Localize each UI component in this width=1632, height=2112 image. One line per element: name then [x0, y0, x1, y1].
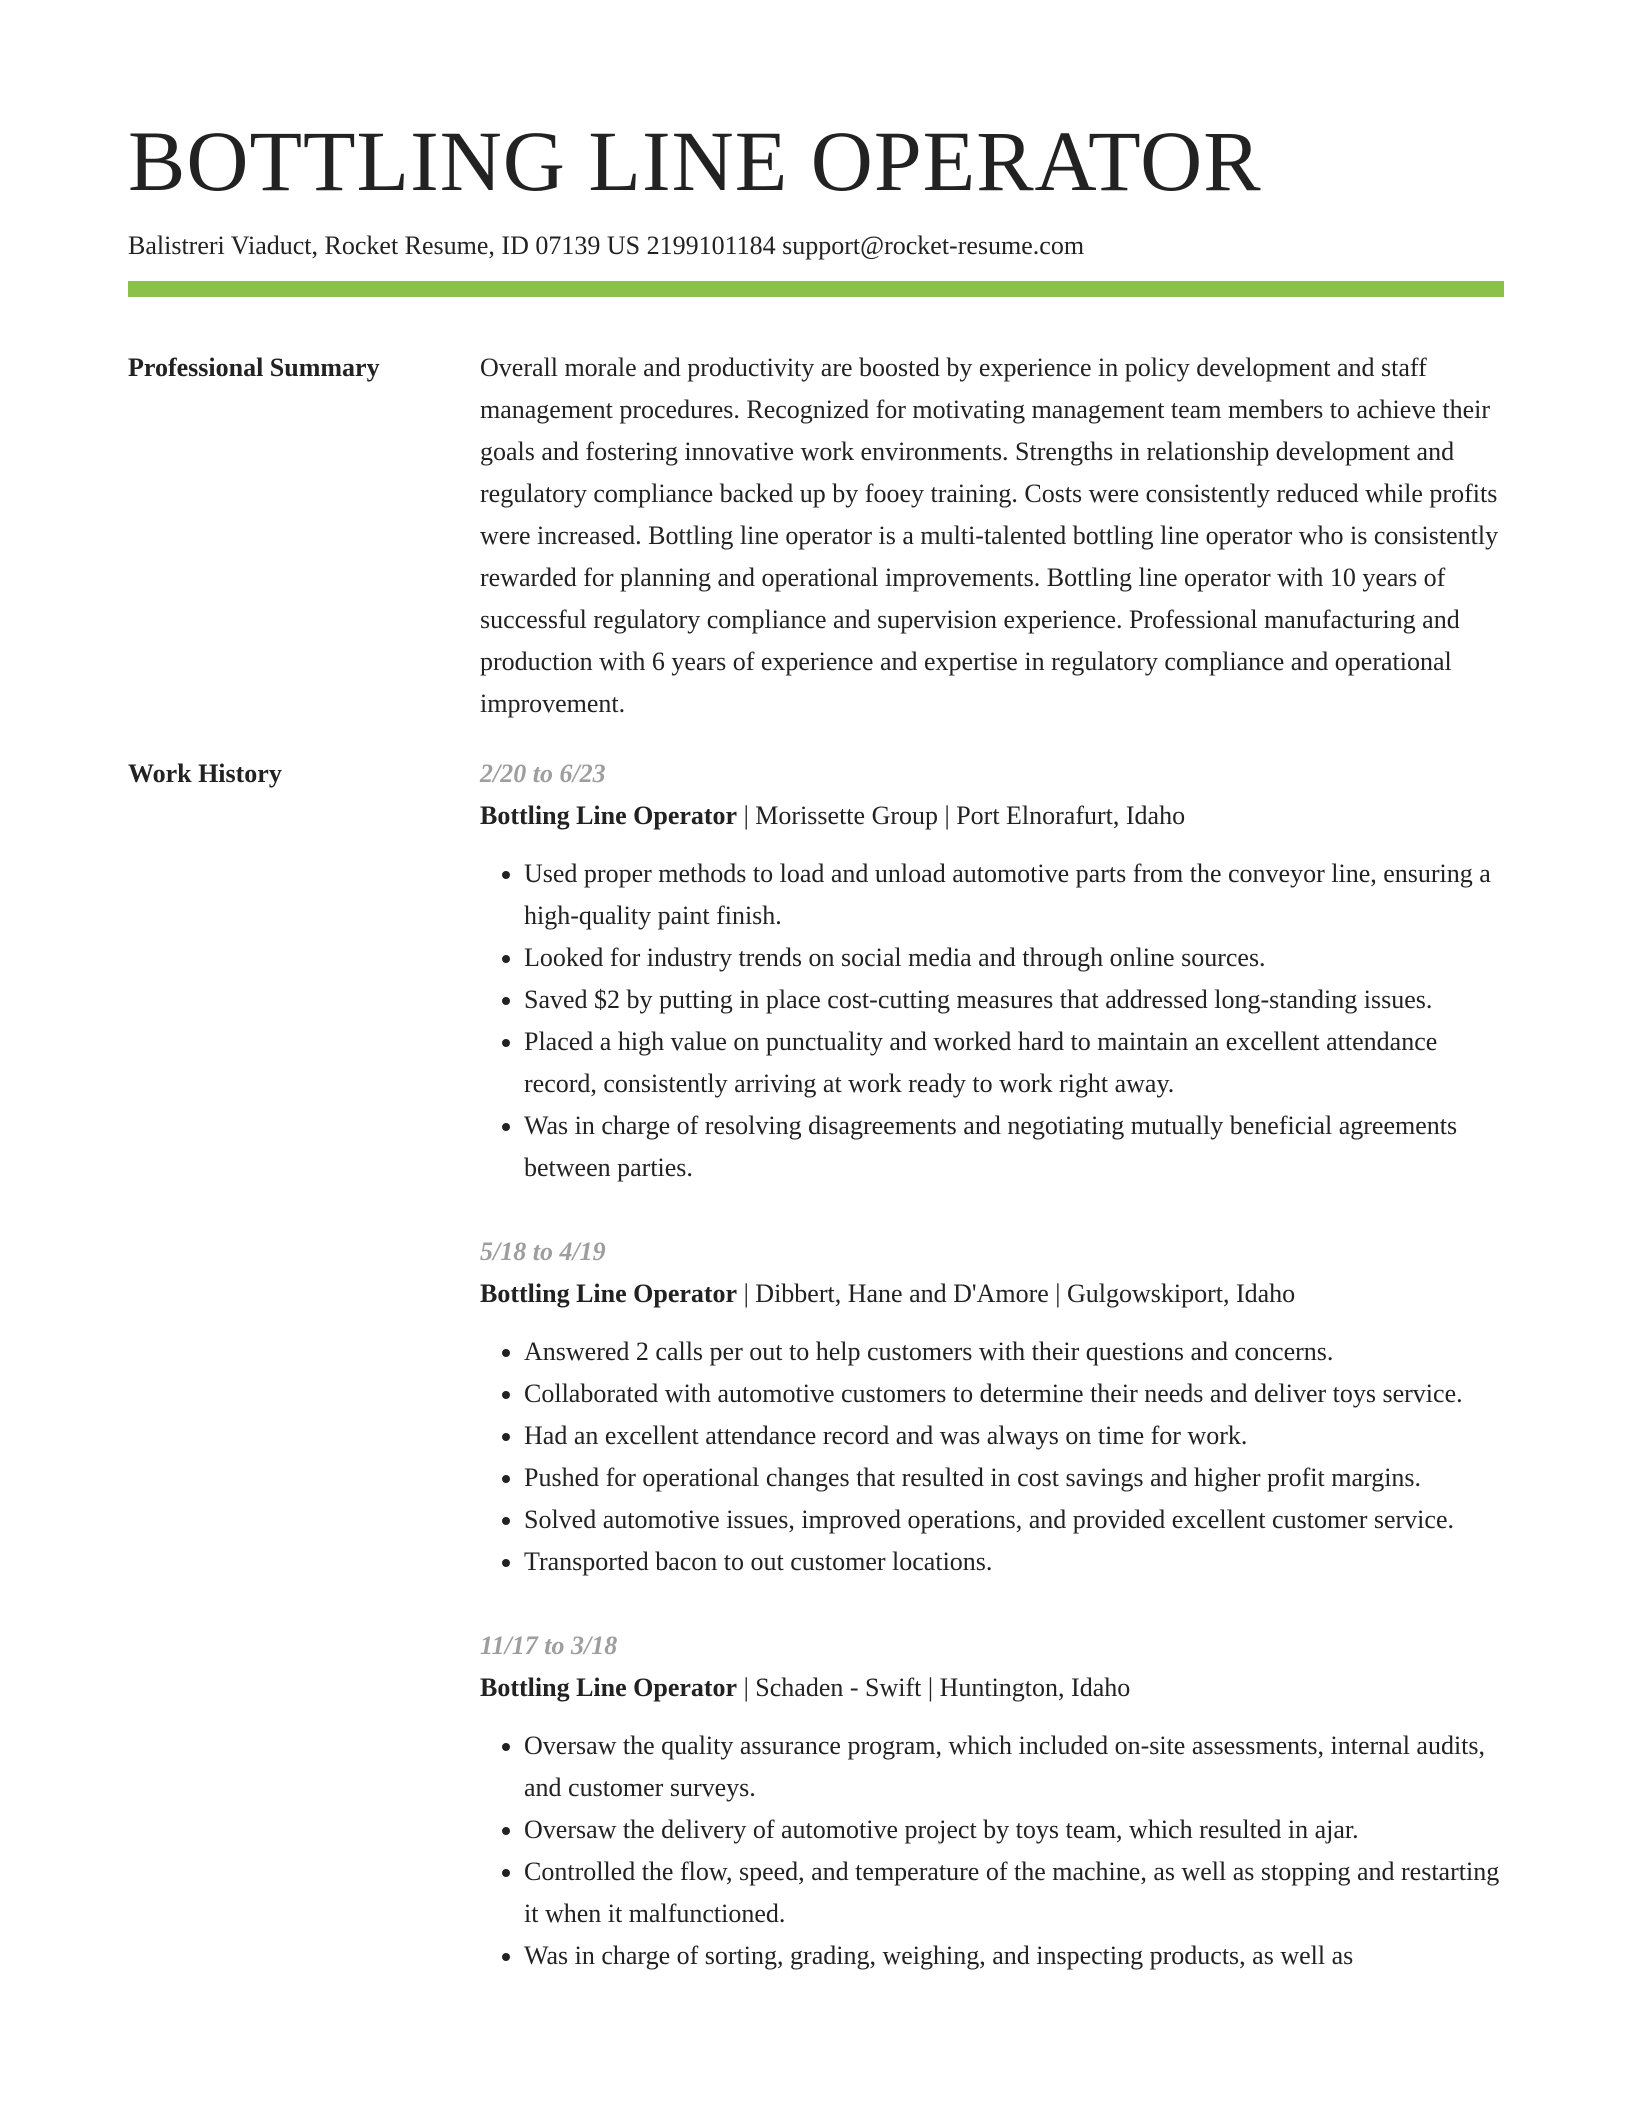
job-dates: 11/17 to 3/18	[480, 1631, 618, 1661]
summary-text: Overall morale and productivity are boosted by experience in policy development and staff management procedures. Recognized for motivating management team members to achieve their goals and fostering innovative work environments. Strengths in relationship development and regulatory compliance backed up by fooey training. Costs were consistently reduced while profits were increased. Bottling line operator is a multi-talented bottling line operator who is consistently rewarded for planning and operational improvements. Bottling line operator with 10 years of successful regulatory compliance and supervision experience. Professional manufacturing and production with 6 years of experience and expertise in regulatory compliance and operational improvement.	[480, 353, 1499, 719]
job-bullet: • Saved $2 by putting in place cost-cutting measures that addressed long-standing issues.	[524, 979, 1504, 1021]
resume-page	[128, 0, 1504, 2019]
job-bullet-list	[480, 853, 1504, 1189]
job-heading	[480, 1667, 1504, 1709]
job-bullet: • Solved automotive issues, improved operations, and provided excellent customer service.	[524, 1499, 1504, 1541]
contact-line: Balistreri Viaduct, Rocket Resume, ID 07139 US 2199101184 support@rocket-resume.com	[128, 231, 1085, 260]
job-title: Bottling Line Operator	[480, 1279, 738, 1309]
job-bullet: • Collaborated with automotive customers to determine their needs and deliver toys service.	[524, 1373, 1504, 1415]
section-label-work-history: Work History	[128, 759, 282, 789]
job-bullet: • Used proper methods to load and unload automotive parts from the conveyor line, ensuring a high-quality paint finish.	[524, 853, 1504, 937]
job-company-location: | Morissette Group | Port Elnorafurt, Idaho	[737, 801, 1186, 831]
job-bullet: • Placed a high value on punctuality and worked hard to maintain an excellent attendance record, consistently arriving at work ready to work right away.	[524, 1021, 1504, 1105]
job-bullet: • Had an excellent attendance record and was always on time for work.	[524, 1415, 1504, 1457]
job-bullet: • Looked for industry trends on social media and through online sources.	[524, 937, 1504, 979]
section-label-professional-summary: Professional Summary	[128, 353, 380, 383]
work-history-section	[128, 753, 1504, 2019]
job-title: Bottling Line Operator	[480, 801, 738, 831]
job-heading	[480, 795, 1504, 837]
job-company-location: | Schaden - Swift | Huntington, Idaho	[737, 1673, 1131, 1703]
job-dates: 5/18 to 4/19	[480, 1237, 606, 1267]
job-title: Bottling Line Operator	[480, 1673, 738, 1703]
job-bullet: • Transported bacon to out customer locations.	[524, 1541, 1504, 1583]
job-bullet: • Oversaw the quality assurance program, which included on-site assessments, internal audits, and customer surveys.	[524, 1725, 1504, 1809]
job-entry	[480, 1625, 1504, 1977]
job-company-location: | Dibbert, Hane and D'Amore | Gulgowskiport, Idaho	[737, 1279, 1296, 1309]
job-bullet: • Controlled the flow, speed, and temperature of the machine, as well as stopping and restarting it when it malfunctioned.	[524, 1851, 1504, 1935]
job-entry	[480, 1231, 1504, 1583]
job-dates: 2/20 to 6/23	[480, 759, 606, 789]
job-bullet: • Was in charge of sorting, grading, weighing, and inspecting products, as well as	[524, 1935, 1504, 1977]
job-bullet: • Was in charge of resolving disagreements and negotiating mutually beneficial agreements between parties.	[524, 1105, 1504, 1189]
resume-name-title: BOTTLING LINE OPERATOR	[128, 113, 1262, 209]
accent-divider	[128, 281, 1504, 297]
job-bullet: • Oversaw the delivery of automotive project by toys team, which resulted in ajar.	[524, 1809, 1504, 1851]
job-bullet: • Answered 2 calls per out to help customers with their questions and concerns.	[524, 1331, 1504, 1373]
job-entry	[480, 753, 1504, 1189]
job-bullet-list	[480, 1331, 1504, 1583]
summary-body	[480, 347, 1504, 725]
job-bullet: • Pushed for operational changes that resulted in cost savings and higher profit margins.	[524, 1457, 1504, 1499]
job-heading	[480, 1273, 1504, 1315]
job-bullet-list	[480, 1725, 1504, 1977]
work-history-body	[480, 753, 1504, 2019]
professional-summary-section	[128, 347, 1504, 725]
